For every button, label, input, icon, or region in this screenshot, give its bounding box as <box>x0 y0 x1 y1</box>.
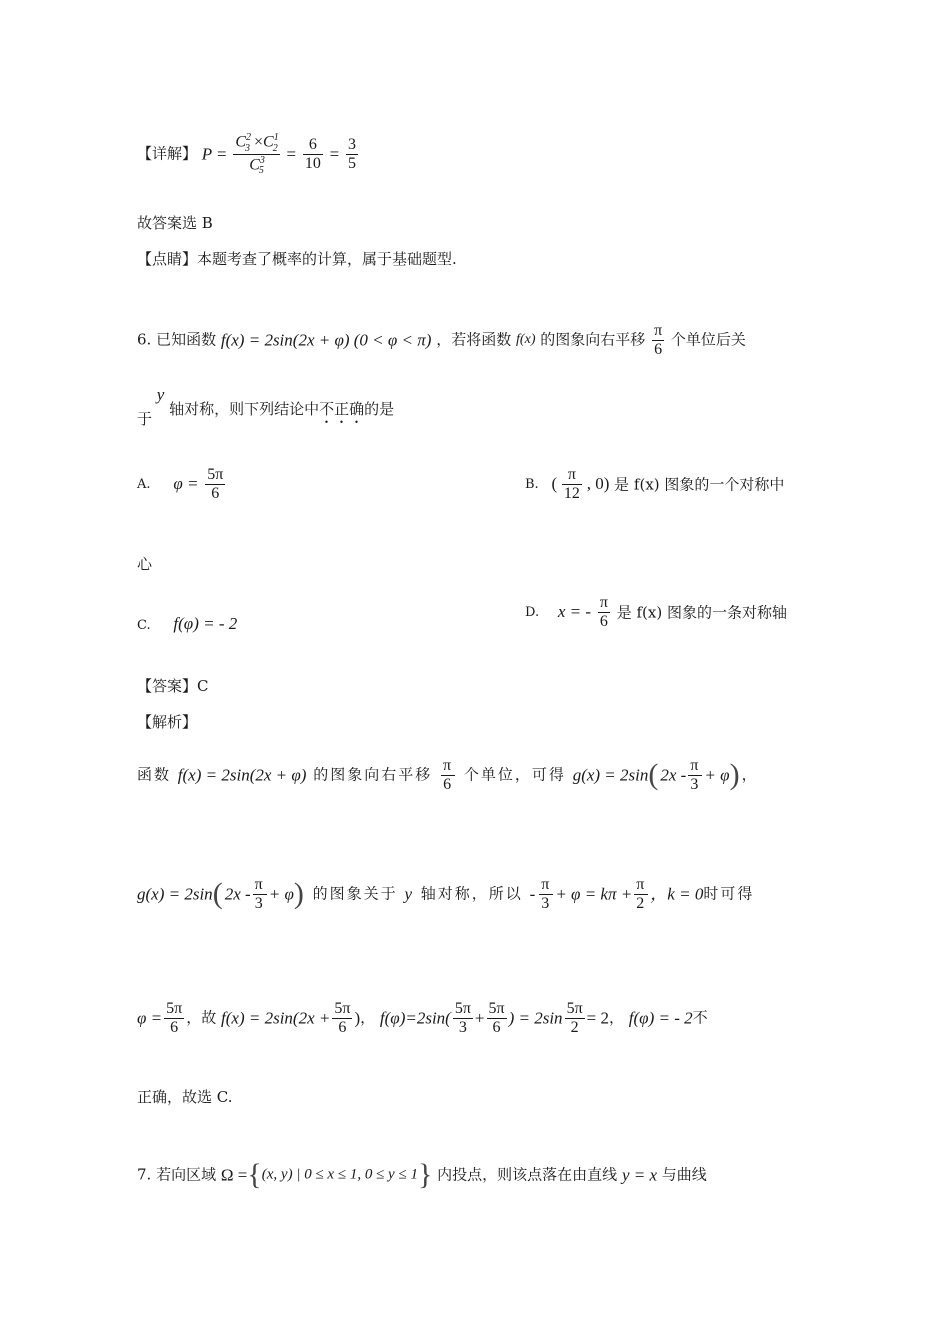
comment-label: 【点睛】 <box>137 250 198 268</box>
q6-shift-fraction: $\frac{\pi}{6}$ <box>654 322 663 358</box>
q6-line2: 于 y 轴对称，则下列结论中不正确的是 <box>137 385 395 428</box>
detail-label: 【详解】 <box>137 144 198 163</box>
option-b[interactable]: B. ( $\frac{\pi}{12}$ , 0) 是 f(x) 图象的一个对称中 <box>525 466 785 502</box>
analysis-line3: φ = $\frac{5\pi}{6}$ ，故 f(x) = 2sin(2x + $\frac{5\pi}{6}$ )， f(φ)=2sin( $\frac{5\pi}{3}$ + $\frac{5\pi}{6}$ ) = 2sin $\frac{5\pi}{2}$ = 2， f(φ) = - 2不 <box>137 1000 708 1036</box>
q6-line1: 6. 已知函数 f(x) = 2sin(2x + φ) (0 < φ < π) ，若将函数 f(x) 的图象向右平移 $\frac{\pi}{6}$ 个单位后关 <box>137 322 746 358</box>
answer: 【答案】C <box>137 677 209 695</box>
answer-prev: 故答案选 B <box>137 214 213 232</box>
q6-function: f(x) = 2sin(2x + φ) (0 < φ < π) <box>220 330 432 350</box>
option-a[interactable]: A. φ = $\frac{5\pi}{6}$ <box>137 466 224 502</box>
option-d[interactable]: D. x = - $\frac{\pi}{6}$ 是 f(x) 图象的一条对称轴 <box>525 594 787 630</box>
analysis-line4: 正确，故选 C. <box>137 1088 233 1106</box>
analysis-line1: 函数 f(x) = 2sin(2x + φ) 的图象向右平移 $\frac{\pi}{6}$ 个单位，可得 g(x) = 2sin(2x - $\frac{\pi}{3}$ + φ)， <box>137 757 759 793</box>
emphasis-not-correct: 不正确 <box>319 400 365 418</box>
option-b-wrap: 心 <box>137 555 153 573</box>
comment-text: 本题考查了概率的计算，属于基础题型. <box>197 250 457 268</box>
combination-fraction: $\frac{C^2_3 \times C^1_2}{C^3_5}$ <box>235 132 279 177</box>
fraction-3-5: $\frac{3}{5}$ <box>348 135 357 172</box>
analysis-label: 【解析】 <box>137 713 198 731</box>
fraction-6-10: $\frac{6}{10}$ <box>304 135 321 172</box>
option-c[interactable]: C. f(φ) = - 2 <box>137 614 238 633</box>
q7-line: 7. 若向区域 Ω ={(x, y) | 0 ≤ x ≤ 1, 0 ≤ y ≤ 1} 内投点，则该点落在由直线 y = x 与曲线 <box>137 1158 707 1191</box>
analysis-line2: g(x) = 2sin(2x - $\frac{\pi}{3}$ + φ) 的图象关于 y 轴对称，所以 - $\frac{\pi}{3}$ + φ = kπ + $\frac{\pi}{2}$ ，k = 0时可得 <box>137 876 755 912</box>
detail-line: 【详解】 P = $\frac{C^2_3 \times C^1_2}{C^3_5}$ = $\frac{6}{10}$ = $\frac{3}{5}$ <box>137 132 357 177</box>
prob-P: P <box>201 144 213 164</box>
comment-line <box>137 252 457 267</box>
eq-sign: = <box>216 144 227 164</box>
